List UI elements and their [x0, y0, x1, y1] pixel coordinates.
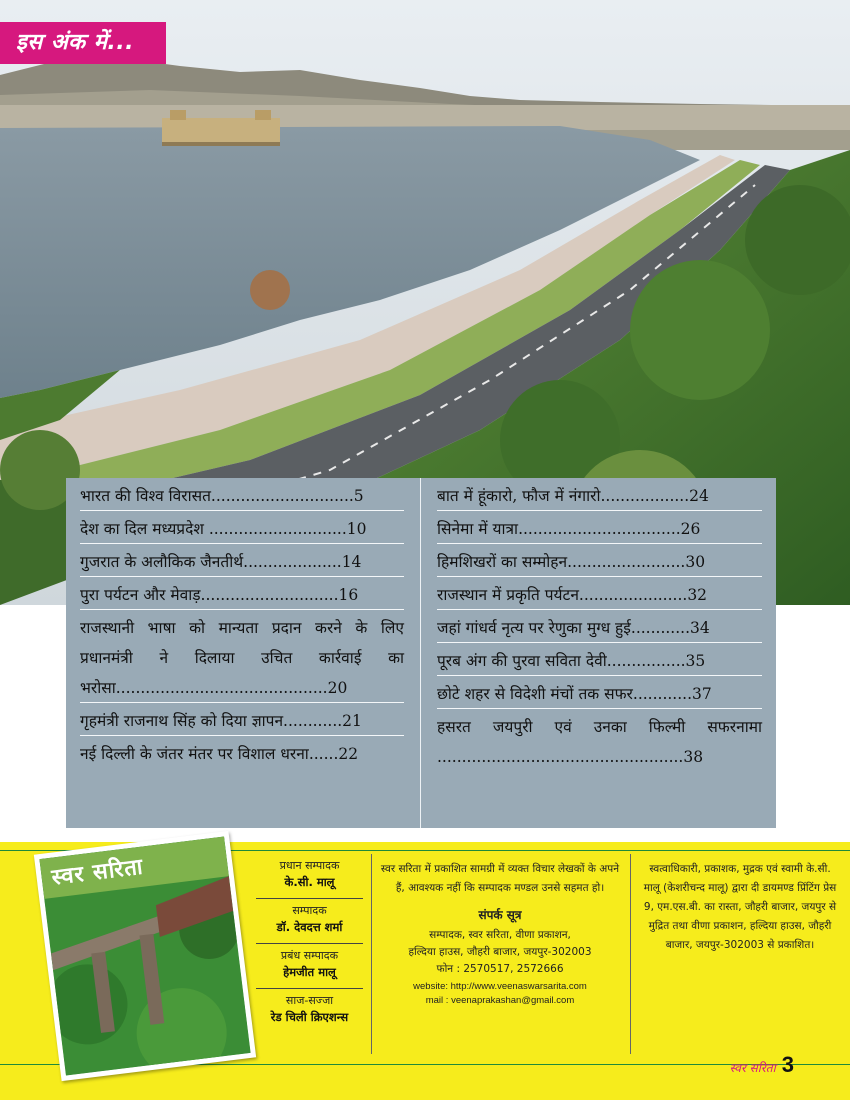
toc-entry[interactable]: पूरब अंग की पुरवा सविता देवी................35 — [423, 643, 776, 676]
table-of-contents — [66, 478, 776, 828]
disclaimer-and-contact — [375, 860, 625, 1008]
toc-entry[interactable]: हसरत जयपुरी एवं उनका फिल्मी सफरनामा ..................................................38 — [437, 718, 762, 766]
contact-phone: फोन : 2570517, 2572666 — [436, 963, 564, 975]
staff-separator — [256, 943, 363, 944]
column-divider — [371, 854, 372, 1054]
staff-role: प्रबंध सम्पादक — [280, 949, 339, 962]
ownership-statement: स्वत्वाधिकारी, प्रकाशक, मुद्रक एवं स्वामी के.सी. मालू (केशरीचन्द मालू) द्वारा दी डायमण्ड प्रिंटिंग प्रेस 9, एम.एस.बी. का रास्ता, जौहरी बाजार, जयपुर से मुद्रित तथा वीणा प्रकाशन, हल्दिया हाउस, जौहरी बाजार, जयपुर-302003 से प्रकाशित। — [643, 863, 837, 951]
staff-name: डॉ. देवदत्त शर्मा — [276, 920, 343, 934]
toc-entry[interactable]: गुजरात के अलौकिक जैनतीर्थ....................14 — [66, 544, 418, 577]
cover-image — [39, 836, 250, 1075]
disclaimer-text: स्वर सरिता में प्रकाशित सामग्री में व्यक्त विचार लेखकों के अपने हैं, आवश्यक नहीं कि सम्पादक मण्डल उनसे सहमत हो। — [380, 863, 620, 894]
contact-address: सम्पादक, स्वर सरिता, वीणा प्रकाशन, हल्दिया हाउस, जौहरी बाजार, जयपुर-302003 फोन : 2570517, 2572666 — [375, 927, 625, 978]
cover-title: स्वर सरिता — [50, 853, 145, 891]
website-link[interactable]: website: http://www.veenaswarsarita.com — [413, 981, 587, 992]
toc-entry[interactable]: पुरा पर्यटन और मेवाड़............................16 — [66, 577, 418, 610]
toc-entry[interactable]: राजस्थानी भाषा को मान्यता प्रदान करने के लिए प्रधानमंत्री ने दिलाया उचित कार्रवाई का भरोसा...........................................20 — [66, 610, 418, 703]
page-number: 3 — [781, 1052, 794, 1077]
contact-title: संपर्क सूत्र — [478, 908, 522, 922]
toc-entry[interactable]: छोटे शहर से विदेशी मंचों तक सफर............37 — [423, 676, 776, 709]
toc-entry[interactable]: बात में हूंकारो, फौज में नंगारो..................24 — [423, 478, 776, 511]
toc-divider — [420, 478, 421, 828]
toc-entry[interactable]: नई दिल्ली के जंतर मंतर पर विशाल धरना......22 — [80, 745, 359, 763]
email-link[interactable]: mail : veenaprakashan@gmail.com — [425, 995, 575, 1006]
toc-entry[interactable]: राजस्थान में प्रकृति पर्यटन......................32 — [423, 577, 776, 610]
toc-entry[interactable]: गृहमंत्री राजनाथ सिंह को दिया ज्ञापन............21 — [66, 703, 418, 736]
issue-contents-tag: इस अंक में... — [0, 22, 166, 64]
toc-entry[interactable]: सिनेमा में यात्रा.................................26 — [423, 511, 776, 544]
magazine-cover-thumbnail — [34, 831, 256, 1081]
toc-right-column — [423, 478, 776, 772]
toc-entry[interactable]: जहां गांधर्व नृत्य पर रेणुका मुग्ध हुई............34 — [423, 610, 776, 643]
staff-separator — [256, 898, 363, 899]
staff-role: सम्पादक — [292, 904, 327, 917]
staff-role: प्रधान सम्पादक — [279, 859, 340, 872]
staff-separator — [256, 988, 363, 989]
toc-entry[interactable]: भारत की विश्व विरासत.............................5 — [66, 478, 418, 511]
page-footer — [730, 1052, 794, 1078]
toc-entry[interactable]: देश का दिल मध्यप्रदेश ............................10 — [66, 511, 418, 544]
contact-web — [375, 980, 625, 1008]
masthead-footer — [0, 842, 850, 1100]
editorial-staff — [252, 854, 367, 1025]
staff-role: साज-सज्जा — [285, 994, 334, 1007]
column-divider — [630, 854, 631, 1054]
toc-entry[interactable]: हिमशिखरों का सम्मोहन........................30 — [423, 544, 776, 577]
staff-name: के.सी. मालू — [284, 875, 335, 889]
staff-name: रेड चिली क्रिएशन्स — [270, 1010, 349, 1024]
footer-magazine-name: स्वर सरिता — [729, 1061, 776, 1075]
toc-left-column — [66, 478, 418, 769]
staff-name: हेमजीत मालू — [283, 965, 336, 979]
